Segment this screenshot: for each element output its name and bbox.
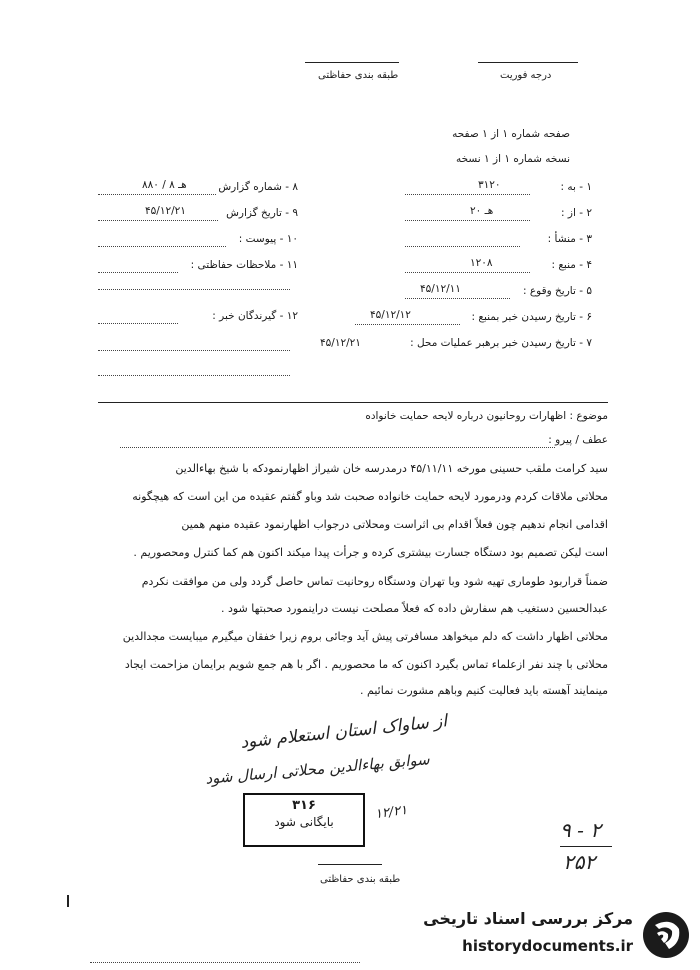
body-line: عبدالحسین دستغیب هم سفارش داده که فعلاً مصلحت نیست دراینمورد صحبتها شود . bbox=[220, 602, 608, 615]
body-line: ضمناً قراربود طوماری تهیه شود وبا تهران ودستگاه روحانیت تماس حاصل گردد ولی من موافقت نکردم bbox=[141, 575, 608, 588]
body-line: محلاتی اظهار داشت که دلم میخواهد مسافرتی پیش آید وجائی بروم زیرا خفقان میگیرم میبایست مجدالدین bbox=[122, 630, 608, 643]
handwritten-note: سوابق بهاءالدین محلاتی ارسال شود bbox=[204, 750, 431, 788]
body-line: است لیکن تصمیم بود دستگاه جسارت بیشتری کرده و جرأت پیدا میکند اکنون هم کما کنترل ومحصوریم . bbox=[133, 546, 608, 559]
body-line: محلاتی ملاقات کردم ودرمورد لایحه حمایت خانواده صحبت شد وباو گفتم عقیده من این است که هیچگونه bbox=[132, 490, 608, 503]
field-from-value: ۲۰ هـ bbox=[470, 205, 494, 217]
classification-label-top: طبقه بندی حفاظتی bbox=[318, 70, 399, 81]
field-leader-received-label: ۷ - تاریخ رسیدن خبر برهبر عملیات محل : bbox=[410, 337, 592, 349]
classification-label-bottom: طبقه بندی حفاظتی bbox=[320, 874, 401, 885]
field-from-label: ۲ - از : bbox=[561, 207, 592, 219]
body-line: مینمایند آهسته باید فعالیت کنیم وباهم مشورت نمائیم . bbox=[360, 684, 608, 697]
archive-logo bbox=[410, 905, 695, 965]
copy-page-line: صفحه شماره ۱ از ۱ صفحه bbox=[452, 128, 570, 140]
body-line: سید کرامت ملقب حسینی مورخه ۴۵/۱۱/۱۱ درمدرسه خان شیراز اظهارنمودکه با شیخ بهاءالدین bbox=[175, 462, 608, 475]
field-security-notes-label: ۱۱ - ملاحظات حفاظتی : bbox=[190, 259, 298, 271]
archive-stamp bbox=[243, 793, 365, 847]
field-to-label: ۱ - به : bbox=[560, 181, 592, 193]
reference-line: عطف / پیرو : bbox=[548, 434, 608, 446]
field-leader-received-value: ۴۵/۱۲/۲۱ bbox=[320, 337, 361, 349]
handwritten-note: از ساواک استان استعلام شود bbox=[239, 711, 448, 753]
stamp-text: بایگانی شود bbox=[274, 815, 334, 829]
field-report-number-label: ۸ - شماره گزارش bbox=[218, 181, 298, 193]
corner-number-bottom: ۲۵۲ bbox=[563, 850, 596, 874]
priority-label: درجه فوریت bbox=[500, 70, 552, 81]
body-line: اقدامی انجام ندهیم چون فعلاً اقدام بی اثراست ومحلاتی درجواب اظهارنمود عقیده منهم همین bbox=[181, 518, 608, 531]
field-occurrence-date-label: ۵ - تاریخ وقوع : bbox=[523, 285, 592, 297]
logo-url: historydocuments.ir bbox=[462, 937, 633, 955]
corner-number-top: ۹ - ۲ bbox=[560, 818, 601, 842]
handwritten-date: ۱۲/۲۱ bbox=[374, 802, 409, 823]
field-source-label: ۴ - منبع : bbox=[551, 259, 592, 271]
copy-number-line: نسخه شماره ۱ از ۱ نسخه bbox=[455, 153, 570, 165]
field-occurrence-date-value: ۴۵/۱۲/۱۱ bbox=[420, 283, 461, 295]
logo-name: مرکز بررسی اسناد تاریخی bbox=[423, 909, 633, 928]
body-line: محلاتی با چند نفر ازعلماء تماس بگیرد اکنون که ما محصوریم . اگر با هم جمع شویم برایمان مزاحمت ایجاد bbox=[124, 658, 608, 671]
field-report-date-label: ۹ - تاریخ گزارش bbox=[226, 207, 298, 219]
field-attachment-label: ۱۰ - پیوست : bbox=[238, 233, 298, 245]
field-origin-label: ۳ - منشأ : bbox=[547, 233, 592, 245]
field-report-number-value: ۸۸۰ / ۸ هـ bbox=[142, 179, 187, 191]
field-source-received-label: ۶ - تاریخ رسیدن خبر بمنبع : bbox=[471, 311, 592, 323]
field-source-value: ۱۲۰۸ bbox=[470, 257, 493, 269]
field-source-received-value: ۴۵/۱۲/۱۲ bbox=[370, 309, 411, 321]
field-to-value: ۳۱۲۰ bbox=[478, 179, 501, 191]
field-recipients-label: ۱۲ - گیرندگان خبر : bbox=[212, 310, 298, 322]
field-report-date-value: ۴۵/۱۲/۲۱ bbox=[145, 205, 186, 217]
margin-mark bbox=[67, 895, 69, 907]
stamp-number: ۳۱۶ bbox=[292, 798, 316, 813]
subject-line: موضوع : اظهارات روحانیون درباره لایحه حمایت خانواده bbox=[365, 410, 608, 422]
archive-logo-icon bbox=[641, 909, 691, 961]
